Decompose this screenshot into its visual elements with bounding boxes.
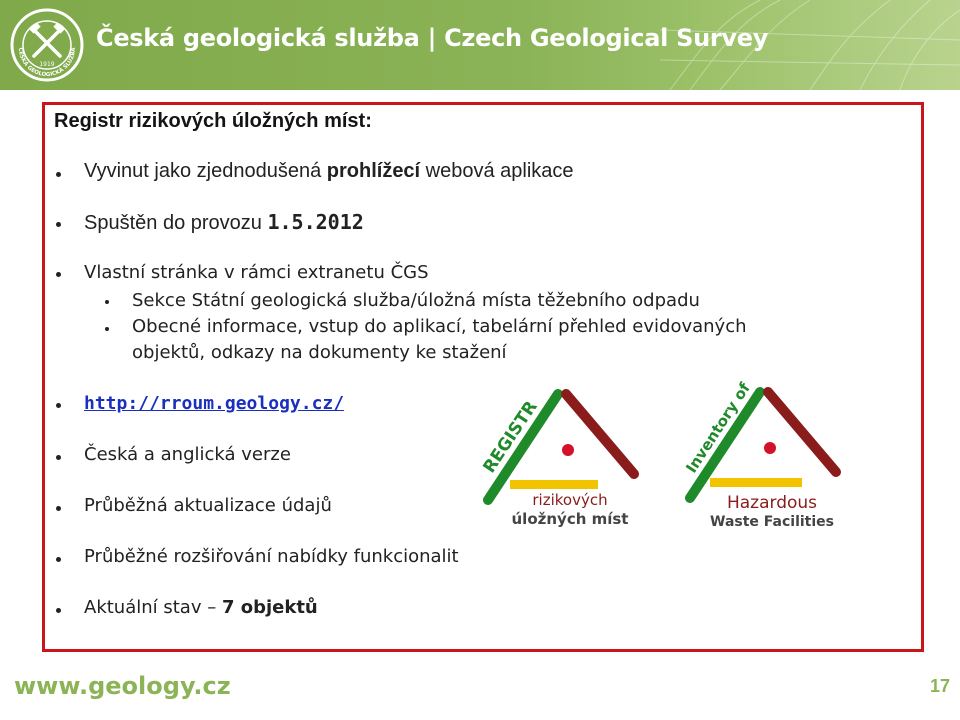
bullet-dot [56,272,61,277]
content-frame [42,102,924,652]
bullet-versions: Česká a anglická verze [84,444,291,465]
inventory-line1: Hazardous [726,493,818,513]
logo-year: 1919 [39,61,55,68]
footer-url[interactable]: www.geology.cz [14,672,231,700]
bullet-dot [56,557,61,562]
sub-bullet-general-info: Obecné informace, vstup do aplikací, tabelární přehled evidovaných [132,316,747,337]
bullet-dot [56,403,61,408]
bullet-dot [56,222,61,227]
inventory-logo [680,380,860,532]
bullet-dot [56,172,61,177]
bullet-current-state: Aktuální stav – 7 objektů [84,597,318,618]
cgs-logo [10,8,84,82]
header-banner [0,0,960,90]
registr-logo [478,382,658,532]
logo-ring-text: ČESKÁ GEOLOGICKÁ SLUŽBA [16,47,78,79]
inventory-arc-text: Inventory of [682,380,754,477]
bullet-launched: Spuštěn do provozu 1.5.2012 [84,210,364,234]
bullet-developed: Vyvinut jako zjednodušená prohlížecí webová aplikace [84,160,574,182]
sub-bullet-general-info-cont: objektů, odkazy na dokumenty ke stažení [132,342,507,363]
registr-arc-text: REGISTR [479,397,542,477]
bullet-extension: Průběžné rozšiřování nabídky funkcionalit [84,546,459,567]
triangle-right-bar [566,394,634,474]
sub-bullet-section: Sekce Státní geologická služba/úložná místa těžebního odpadu [132,290,700,311]
registr-line1: rizikových [532,491,608,509]
triangle-base-bar [510,480,598,489]
sub-bullet-dot [105,300,109,304]
registry-link[interactable]: http://rroum.geology.cz/ [84,393,345,414]
sub-bullet-dot [105,327,109,331]
registr-line2: úložných míst [511,510,629,528]
slide-heading: Registr rizikových úložných míst: [54,110,372,132]
bullet-own-page: Vlastní stránka v rámci extranetu ČGS [84,262,429,283]
bullet-dot [56,506,61,511]
triangle-dot [764,442,776,454]
triangle-base-bar [710,478,802,487]
inventory-line2: Waste Facilities [710,514,834,530]
bullet-updates: Průběžná aktualizace údajů [84,495,332,516]
triangle-dot [562,444,574,456]
bullet-dot [56,455,61,460]
bullet-dot [56,608,61,613]
triangle-right-bar [768,392,836,472]
header-title: Česká geologická služba | Czech Geological Survey [96,24,769,52]
page-number: 17 [930,676,951,696]
